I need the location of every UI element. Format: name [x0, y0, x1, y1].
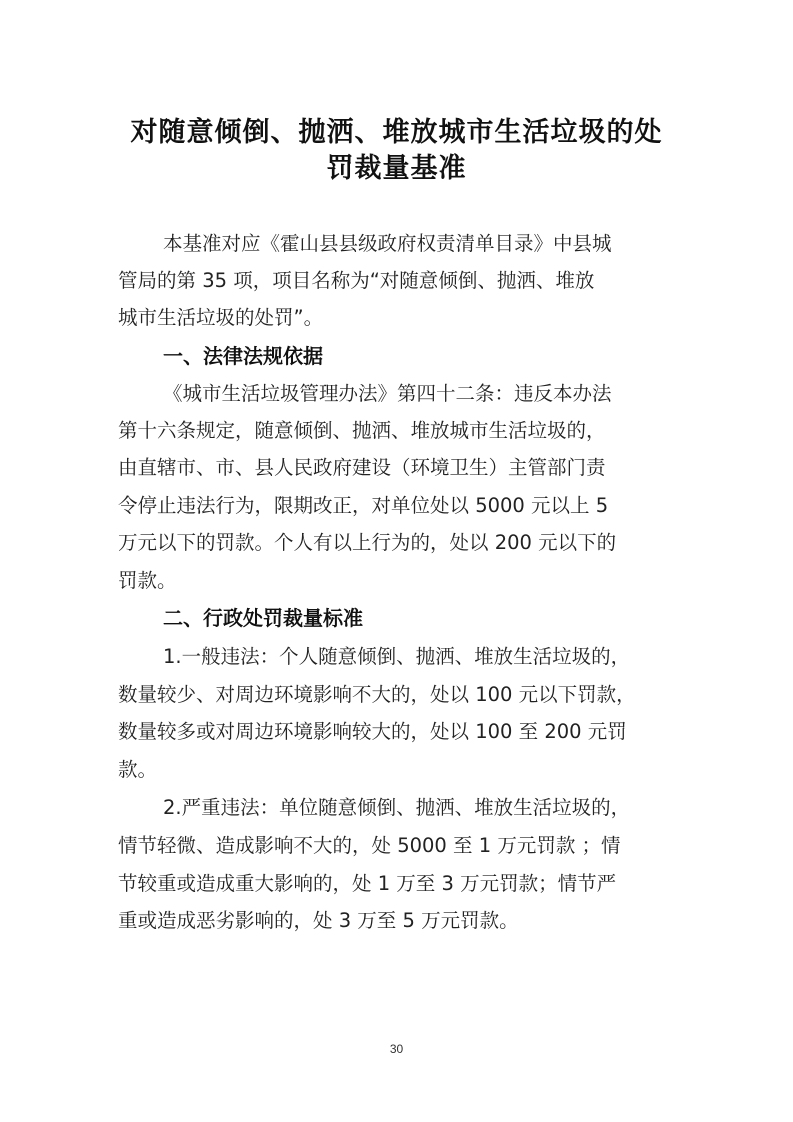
section-1-line: 第十六条规定，随意倾倒、抛洒、堆放城市生活垃圾的，	[118, 419, 606, 442]
section-2-heading: 二、行政处罚裁量标准	[163, 606, 363, 630]
item-2-line: 2.严重违法：单位随意倾倒、抛洒、堆放生活垃圾的，	[163, 796, 631, 819]
section-1-line: 令停止违法行为，限期改正，对单位处以 5000 元以上 5	[118, 494, 609, 517]
section-1-line: 万元以下的罚款。个人有以上行为的，处以 200 元以下的	[118, 531, 617, 554]
section-1-heading: 一、法律法规依据	[163, 344, 323, 368]
item-2-line: 节较重或造成重大影响的，处 1 万至 3 万元罚款；情节严	[118, 872, 617, 895]
item-1-line: 款。	[118, 758, 158, 781]
item-1-line: 数量较少、对周边环境影响不大的，处以 100 元以下罚款，	[118, 683, 636, 706]
item-1-line: 1.一般违法：个人随意倾倒、抛洒、堆放生活垃圾的，	[163, 645, 631, 668]
section-1-line: 由直辖市、市、县人民政府建设（环境卫生）主管部门责	[118, 456, 606, 479]
document-title-line-2: 罚裁量基准	[326, 153, 467, 184]
item-1-line: 数量较多或对周边环境影响较大的，处以 100 至 200 元罚	[118, 720, 627, 743]
page-number: 30	[389, 1042, 404, 1056]
section-1-line: 罚款。	[118, 569, 177, 592]
intro-line: 本基准对应《霍山县县级政府权责清单目录》中县城	[163, 232, 612, 255]
section-1-line: 《城市生活垃圾管理办法》第四十二条：违反本办法	[163, 382, 612, 405]
intro-line: 管局的第 35 项，项目名称为“对随意倾倒、抛洒、堆放	[118, 269, 595, 292]
item-2-line: 情节轻微、造成影响不大的，处 5000 至 1 万元罚款 ；情	[118, 834, 621, 857]
item-2-line: 重或造成恶劣影响的，处 3 万至 5 万元罚款。	[118, 909, 519, 932]
intro-line: 城市生活垃圾的处罚”。	[118, 306, 324, 329]
document-title-line-1: 对随意倾倒、抛洒、堆放城市生活垃圾的处	[130, 117, 663, 148]
